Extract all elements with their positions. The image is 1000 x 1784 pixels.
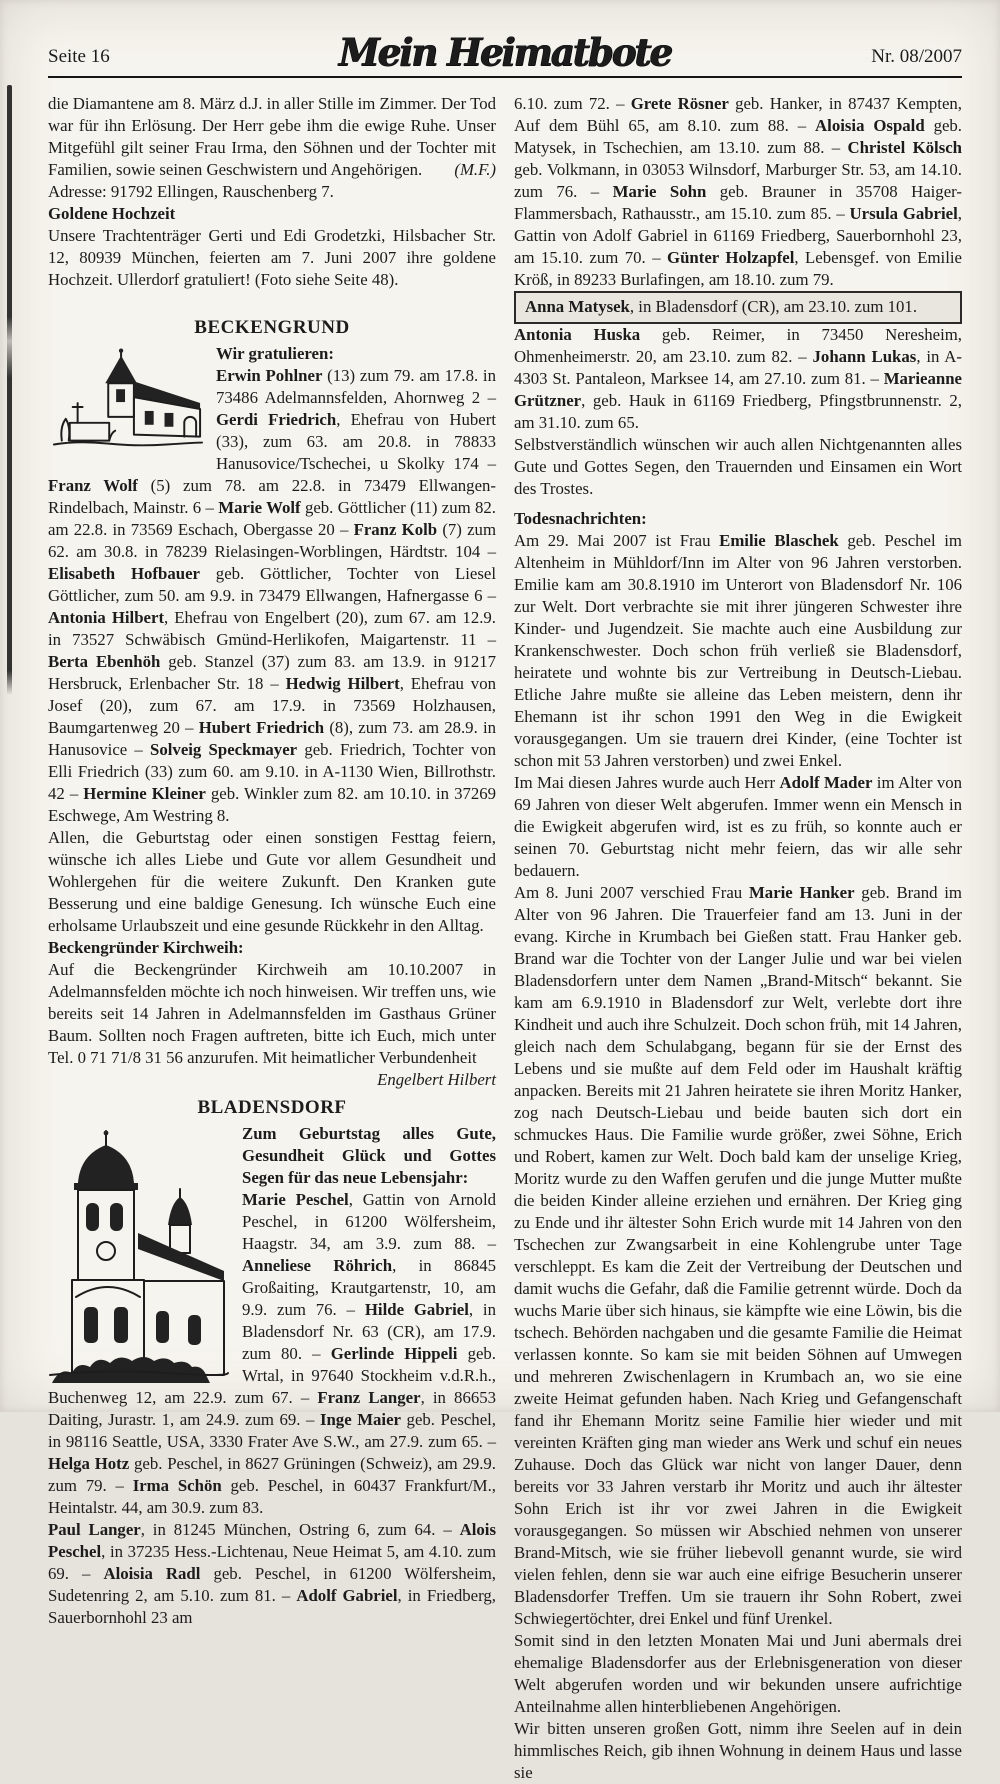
paragraph-goldene-hochzeit: Unsere Trachtenträger Gerti und Edi Grodetzki, Hilsbacher Str. 12, 80939 München, feierten am 7. Juni 2007 ihre goldene Hochzeit. Ullerdorf gratuliert! (Foto siehe Seite 48). xyxy=(48,226,496,289)
paragraph-obituary-continuation: die Diamantene am 8. März d.J. in aller Stille im Zimmer. Der Tod war für ihn Erlösung. Der Herr gebe ihm die ewige Ruhe. Unser Mitgefühl gilt seiner Frau Irma, den Söhnen und der Tochter mit Familien, sowie seinen Geschwistern und Angehörigen. (M.F.) xyxy=(48,94,496,179)
section-beckengrund xyxy=(48,317,497,1089)
heading-birthday-greeting: Zum Geburtstag alles Gute, Gesundheit Glück und Gottes Segen für das neue Lebensjahr: xyxy=(242,1124,496,1187)
paragraph-address: Adresse: 91792 Ellingen, Rauschenberg 7. xyxy=(48,182,334,201)
section-title-beckengrund: BECKENGRUND xyxy=(194,317,350,338)
paragraph-huska-lukas-gruetzner: Antonia Huska geb. Reimer, in 73450 Neresheim, Ohmenheimerstr. 20, am 23.10. zum 82. – Johann Lukas, in A-4303 St. Pantaleon, Marksee 14, am 27.10. zum 81. – Marieanne Grützner, geb. Hauk in 61169 Friedberg, Pfingstbrunnenstr. 2, am 31.10. zum 65. xyxy=(514,325,962,432)
paragraph-birthday-list-bladensdorf: Marie Peschel, Gattin von Arnold Peschel, in 61200 Wölfersheim, Haagstr. 34, am 3.9. zum 88. – Anneliese Röhrich, in 86845 Großaiting, Krautgartenstr, 10, am 9.9. zum 76. – Hilde Gabriel, in Bladensdorf Nr. 63 (CR), am 17.9. zum 80. – Gerlinde Hippeli geb. Wrtal, in 97640 Stockheim v.d.R.h., Buchenweg 12, am 22.9. zum 67. – Franz Langer, in 86653 Daiting, Jurastr. 1, am 24.9. zum 69. – Inge Maier geb. Peschel, in 98116 Seattle, USA, 3330 Frater Ave S.W., am 27.9. zum 65. – Helga Hotz geb. Peschel, in 8627 Grüningen (Schweiz), am 29.9. zum 79. – Irma Schön geb. Peschel, in 60437 Frankfurt/M., Heintalstr. 44, am 30.9. zum 83. xyxy=(48,1190,497,1517)
highlight-box-anna-matysek: Anna Matysek, in Bladensdorf (CR), am 23.10. zum 101. xyxy=(514,291,962,324)
paragraph-wishes: Allen, die Geburtstag oder einen sonstigen Festtag feiern, wünsche ich alles Liebe und Gute vor allem Gesundheit und Wohlergehen für die weitere Zukunft. Den Kranken gute Besserung und eine baldige Genesung. Ich wünsche Euch eine erholsame Urlaubszeit und eine gesunde Rückkehr in den Alltag. xyxy=(48,828,496,935)
issue-number: Nr. 08/2007 xyxy=(871,46,962,67)
section-title-bladensdorf: BLADENSDORF xyxy=(197,1097,347,1118)
page-header xyxy=(48,0,962,78)
paragraph-kirchweih: Auf die Beckengründer Kirchweih am 10.10.2007 in Adelmannsfelden möchte ich noch hinweisen. Wir treffen uns, wie bereits seit 14 Jahren in Adelmannsfelden im Gasthaus Grüner Baum. Sollten noch Fragen auftreten, bitte ich Euch, mich unter Tel. 0 71 71/8 31 56 anzurufen. Mit heimatlicher Verbundenheit Engelbert Hilbert xyxy=(48,960,496,1089)
heading-todesnachrichten: Todesnachrichten: xyxy=(514,509,647,528)
heading-kirchweih: Beckengründer Kirchweih: xyxy=(48,938,244,957)
scan-artifact-streak xyxy=(7,85,12,695)
section-bladensdorf xyxy=(48,1097,496,1629)
paragraph-birthday-continuation: 6.10. zum 72. – Grete Rösner geb. Hanker, in 87437 Kempten, Auf dem Bühl 65, am 8.10. zum 88. – Aloisia Ospald geb. Matysek, in Tschechien, am 13.10. zum 88. – Christel Kölsch geb. Volkmann, in 03053 Wilnsdorf, Marburger Str. 53, am 14.10. zum 76. – Marie Sohn geb. Brauner in 35708 Haiger-Flammersbach, Rathausstr., am 15.10. zum 85. – Ursula Gabriel, Gattin von Adolf Gabriel in 61169 Friedberg, Sauerbornhohl 23, am 15.10. zum 70. – Günter Holzapfel, Lebensgef. von Emilie Kröß, in 89233 Burlafingen, am 18.10. zum 79. xyxy=(514,94,963,289)
masthead-title: Mein Heimatbote xyxy=(338,29,672,75)
paragraph-prayer: Wir bitten unseren großen Gott, nimm ihre Seelen auf in dein himmlisches Reich, gib ihnen Wohnung in deinem Haus und lasse sie xyxy=(514,1719,962,1782)
heading-goldene-hochzeit: Goldene Hochzeit xyxy=(48,204,176,223)
paragraph-summary: Somit sind in den letzten Monaten Mai und Juni abermals drei ehemalige Bladensdorfer aus der Erlebnisgeneration von dieser Welt abgerufen worden und wir bekunden unsere aufrichtige Anteilnahme allen hinterbliebenen Angehörigen. xyxy=(514,1631,962,1716)
paragraph-nichtgenannte: Selbstverständlich wünschen wir auch allen Nichtgenannten alles Gute und Gottes Segen, den Trauernden und Einsamen ein Wort des Trostes. xyxy=(514,435,962,498)
baroque-church-illustration xyxy=(48,1125,230,1385)
page-number-label: Seite 16 xyxy=(48,46,110,67)
paragraph-obituary-hanker: Am 8. Juni 2007 verschied Frau Marie Hanker geb. Brand im Alter von 96 Jahren. Die Trauerfeier fand am 13. Juni in der evang. Kirche in Krumbach bei Gießen statt. Frau Hanker geb. Brand war die Tochter von der Langer Julie und war bei vielen Bladensdorfern unter dem Namen „Brand-Mitsch“ bekannt. Sie kam am 6.9.1910 in Bladensdorf zur Welt, verlebte dort ihre Kindheit und auch ihre Schulzeit. Doch schon früh, mit 14 Jahren, gleich nach dem Schulabgang, begann für sie der Ernst des Lebens und sie mußte auf dem Feld oder im Haushalt kräftig anpacken. Bereits mit 21 Jahren heiratete sie ihren Moritz Hanker, zog nach Deutsch-Liebau und beide bauten sich dort ein schmuckes Haus. Die Familie wurde größer, zwei Söhne, Erich und Robert, kamen zur Welt. Doch bald kam der unselige Krieg, Moritz wurde zu den Waffen gerufen und die junge Mutter mußte die beiden Kinder alleine erziehen und ernähren. Der Krieg ging zu Ende und ihr ältester Sohn Erich wurde mit 14 Jahren von den Tschechen zur Zwangsarbeit in eine Kohlengrube unter Tage verschleppt. Es kam die Zeit der Vertreibung der Deutschen und damit wuchs die Gefahr, daß die Familie getrennt würde. Doch da wuchs Marie über sich hinaus, sie kämpfte wie eine Löwin, bis die tschech. Behörden nachgaben und die gesamte Familie die Heimat verlassen konnte. So kam sie mit beiden Söhnen auf Umwegen und mehreren Zwischenlagern in Krumbach an, wo sie eine zweite Heimat gefunden haben. Nach Krieg und Gefangenschaft fand ihr Ehemann Moritz seine Familie hier wieder und mit vereinten Kräften ging man wieder ans Werk und schuf ein neues Zuhause. Doch das Glück war nicht von langer Dauer, denn bereits vor 33 Jahren verstarb ihr Moritz und auch ihr ältester Sohn Erich ist ihr vor zwei Jahren in die Ewigkeit vorausgegangen. So müssen wir Abschied nehmen von unserer Brand-Mitsch, wie sie früher liebevoll genannt wurde, sie wird vielen fehlen, denn sie war auch eine eifrige Besucherin unserer Bladensdorfer Treffen. Um sie trauern ihr Sohn Robert, zwei Schwiegertöchter, drei Enkel und fünf Urenkel. xyxy=(514,883,962,1628)
paragraph-obituary-blaschek: Am 29. Mai 2007 ist Frau Emilie Blaschek geb. Peschel im Altenheim in Mühldorf/Inn im Alter von 96 Jahren verstorben. Emilie kam am 30.8.1910 im Unterort von Bladensdorf Nr. 106 zur Welt. Dort verbrachte sie mit ihrer jüngeren Schwester ihre Kinder- und Jugendzeit. Sie machte auch eine Ausbildung zur Krankenschwester. Doch schon früh verließ sie Bladensdorf, heiratete und wohnte bis zur Vertreibung in Deutsch-Liebau. Etliche Jahre mußte sie alleine das Leben meistern, denn ihr Ehemann ist ihr schon 1991 den Weg in die Ewigkeit vorausgegangen. Um sie trauern drei Kinder, (eine Tochter ist schon mit 53 Jahren verstorben) und zwei Enkel. xyxy=(514,531,962,770)
paragraph-birthday-list-beckengrund: Erwin Pohlner (13) zum 79. am 17.8. in 73486 Adelmannsfelden, Ahornweg 2 – Gerdi Friedrich, Ehefrau von Hubert (33), zum 63. am 20.8. in 78833 Hanusovice/Tschechei, u Skolky 174 – Franz Wolf (5) zum 78. am 22.8. in 73479 Ellwangen-Rindelbach, Mainstr. 6 – Marie Wolf geb. Göttlicher (11) zum 82. am 22.8. in 73569 Eschach, Obergasse 20 – Franz Kolb (7) zum 62. am 30.8. in 78239 Rielasingen-Worblingen, Härdtstr. 104 – Elisabeth Hofbauer geb. Göttlicher, Tochter von Liesel Göttlicher, zum 50. am 9.9. in 73479 Ellwangen, Hafnergasse 6 – Antonia Hilbert, Ehefrau von Engelbert (20), zum 67. am 12.9. in 73527 Schwäbisch Gmünd-Herlikofen, Maigartenstr. 11 – Berta Ebenhöh geb. Stanzel (37) zum 83. am 13.9. in 91217 Hersbruck, Erlenbacher Str. 18 – Hedwig Hilbert, Ehefrau von Josef (20), zum 67. am 17.9. in 73569 Holzhausen, Baumgartenweg 20 – Hubert Friedrich (8), zum 73. am 28.9. in Hanusovice – Solveig Speckmayer geb. Friedrich, Tochter von Elli Friedrich (33) zum 60. am 9.10. in A-1130 Wien, Billrothstr. 42 – Hermine Kleiner geb. Winkler zum 82. am 10.10. in 37269 Eschwege, Am Westring 8. xyxy=(48,366,497,825)
paragraph-obituary-mader: Im Mai diesen Jahres wurde auch Herr Adolf Mader im Alter von 69 Jahren von dieser Welt abgerufen. Immer wenn ein Mensch in die Ewigkeit abgerufen wird, ist es zu früh, so konnte auch er seinen 70. Geburtstag nicht mehr feiern, das wir alle sehr bedauern. xyxy=(514,773,962,880)
right-column xyxy=(514,93,962,1784)
left-column xyxy=(48,93,496,1784)
heading-wir-gratulieren: Wir gratulieren: xyxy=(216,344,334,363)
two-column-layout xyxy=(0,78,1000,1784)
village-church-illustration xyxy=(48,345,206,469)
paragraph-birthday-list-bladensdorf-2: Paul Langer, in 81245 München, Ostring 6, zum 64. – Alois Peschel, in 37235 Hess.-Lichtenau, Neue Heimat 5, am 4.10. zum 69. – Aloisia Radl geb. Peschel, in 61200 Wölfersheim, Sudetenring 2, am 5.10. zum 81. – Adolf Gabriel, in Friedberg, Sauerbornhohl 23 am xyxy=(48,1520,496,1627)
